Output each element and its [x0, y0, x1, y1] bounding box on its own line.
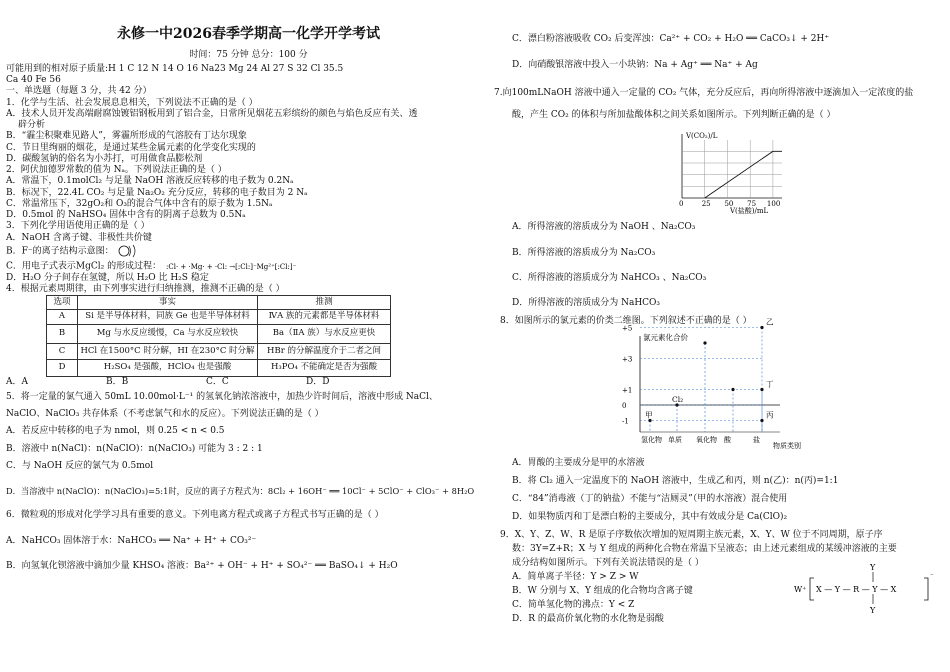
q4-cell: C — [47, 343, 78, 359]
svg-text:⁻: ⁻ — [930, 572, 934, 580]
q9-stem-cont: 数：3Y=Z+R；X 与 Y 组成的两种化合物在常温下呈液态；由上述元素组成的某缓冲溶液的主要 — [512, 544, 897, 554]
q8-point-label: Cl₂ — [672, 395, 684, 404]
q1-option-c: C．节日里绚丽的烟花，是通过某些金属元素的化学变化实现的 — [6, 142, 256, 153]
atomic-masses-2: Ca 40 Fe 56 — [6, 75, 61, 85]
q9-option-c: C．简单氢化物的沸点：Y < Z — [512, 600, 635, 610]
q7-x-tick: 100 — [766, 200, 781, 208]
q7-x-tick: 75 — [747, 200, 757, 208]
question-3 — [6, 221, 491, 284]
q1-option-a: A．技术人员开发高端耐腐蚀镀铝钢板用到了铝合金，日常所见烟花五彩缤纷的颜色与焰色反应有关、透 — [6, 108, 418, 119]
svg-text:Y: Y — [870, 606, 876, 615]
svg-text:Y: Y — [870, 563, 876, 572]
exam-title: 永修一中2026春季学期高一化学开学考试 — [117, 26, 380, 42]
q1-option-b: B．“霾尘积聚难见路人”，雾霾所形成的气溶胶有丁达尔现象 — [6, 131, 247, 142]
q7-option-d: D．所得溶液的溶质成分为 NaHCO₃ — [512, 298, 661, 308]
q4-header-fact: 事实 — [78, 296, 258, 310]
q3-option-c-row — [6, 260, 491, 273]
q8-y-tick: 0 — [622, 402, 627, 410]
exam-time: 时间：75 分钟 总分：100 分 — [189, 49, 308, 60]
q4-cell: Si 是半导体材料，同族 Ge 也是半导体材料 — [78, 309, 258, 324]
q8-x-categories — [641, 435, 760, 444]
q5-stem: 5．将一定量的氯气通入 50mL 10.00mol·L⁻¹ 的氢氧化钠浓溶液中，加热少许时间后，溶液中形成 NaCl、 — [6, 391, 438, 402]
q7-stem-cont: 酸，产生 CO₂ 的体积与所加盐酸体积之间关系如图所示。下列判断正确的是（ ） — [512, 110, 836, 120]
q4-option-c: C．C — [206, 376, 229, 387]
svg-text::Cl· + ·Mg· + ·Cl: →[:Cl:]⁻Mg²: :Cl· + ·Mg· + ·Cl: →[:Cl:]⁻Mg²⁺[:Cl:]⁻ — [165, 262, 297, 271]
q8-y-tick: +3 — [622, 355, 633, 364]
q7-option-b: B．所得溶液的溶质成分为 Na₂CO₃ — [512, 248, 656, 258]
q3-option-b: B．F⁻的离子结构示意图： — [6, 246, 114, 257]
q8-ylabel: 氯元素化合价 — [643, 333, 688, 342]
q8-point — [760, 388, 763, 391]
q3-option-b-row — [6, 244, 491, 260]
q4-cell: Mg 与水反应缓慢，Ca 与水反应较快 — [78, 324, 258, 343]
q4-cell: ⅣA 族的元素都是半导体材料 — [258, 309, 391, 324]
q1-option-d: D．碳酸氢钠的俗名为小苏打，可用做食品膨松剂 — [6, 153, 203, 164]
question-1 — [6, 98, 491, 166]
q7-chart — [660, 128, 790, 214]
q4-option-b: B．B — [106, 376, 129, 387]
svg-text:W⁺: W⁺ — [794, 585, 807, 594]
q3-option-d: D．H₂O 分子间存在氢键，所以 H₂O 比 H₂S 稳定 — [6, 272, 209, 283]
question-4 — [6, 284, 491, 388]
q4-cell: A — [47, 309, 78, 324]
question-6 — [6, 510, 491, 572]
q8-x-category: 氢化物 — [641, 436, 662, 444]
q8-option-c: C．“84”消毒液（丁的钠盐）不能与“洁厕灵”（甲的水溶液）混合使用 — [512, 494, 788, 504]
q9-structure-diagram — [790, 560, 940, 620]
q8-stem: 8．如图所示的氯元素的价类二维图。下列叙述不正确的是（ ） — [500, 316, 752, 326]
q8-point — [760, 419, 763, 422]
q4-cell: HBr 的分解温度介于二者之间 — [258, 343, 391, 359]
q2-option-d: D．0.5mol 的 NaHSO₄ 固体中含有的阴离子总数为 0.5Nₐ — [6, 210, 246, 220]
q8-point-label: 丁 — [766, 379, 774, 389]
q9-stem: 9．X、Y、Z、W、R 是原子序数依次增加的短周期主族元素，X、Y、W 位于不同周期，原子序 — [500, 530, 883, 540]
q6-option-c: C．漂白粉溶液吸收 CO₂ 后变浑浊：Ca²⁺ + CO₂ + H₂O ══ CaCO₃↓ + 2H⁺ — [512, 34, 830, 44]
q4-option-a: A．A — [6, 376, 28, 387]
q8-y-tick: -1 — [622, 417, 629, 426]
q2-option-c: C．常温常压下，32gO₂和 O₃的混合气体中含有的原子数为 1.5Nₐ — [6, 198, 273, 209]
q1-stem: 1．化学与生活、社会发展息息相关，下列说法不正确的是（ ） — [6, 97, 258, 108]
q8-point-label: 丙 — [766, 410, 774, 420]
q3-option-c: C．用电子式表示MgCl₂ 的形成过程： — [6, 261, 162, 272]
q7-ylabel: V(CO₂)/L — [686, 132, 718, 140]
q7-x-tick: 50 — [724, 200, 734, 208]
q7-grid — [682, 140, 782, 198]
q8-option-b: B．将 Cl₂ 通入一定温度下的 NaOH 溶液中，生成乙和丙，则 n(乙)：n(丙)=1:1 — [512, 476, 839, 486]
q8-point-label: 乙 — [766, 317, 774, 327]
q2-stem: 2．阿伏加德罗常数的值为 Nₐ。下列说法正确的是（ ） — [6, 165, 227, 175]
q8-y-tick: +5 — [622, 324, 633, 333]
q4-option-d: D．D — [306, 376, 330, 387]
q9-option-a: A．简单离子半径：Y > Z > W — [512, 572, 639, 582]
q8-y-tick: +1 — [622, 386, 633, 395]
q9-option-b: B．W 分别与 X、Y 组成的化合物均含离子键 — [512, 586, 693, 596]
q4-cell: D — [47, 359, 78, 376]
q8-point — [703, 341, 706, 344]
right-column — [490, 0, 945, 672]
q4-header-inference: 推测 — [258, 296, 391, 310]
question-5 — [6, 392, 491, 497]
q4-cell: H₂SO₄ 是强酸，HClO₄ 也是强酸 — [78, 359, 258, 376]
q7-x-tick: 0 — [679, 200, 684, 208]
q8-point — [760, 326, 763, 329]
q2-option-a: A．常温下，0.1molCl₂ 与足量 NaOH 溶液反应转移的电子数为 0.2Nₐ — [6, 176, 294, 187]
q5-stem-cont: NaClO、NaClO₃ 共存体系（不考虑氯气和水的反应）。下列说法正确的是（ ） — [6, 409, 324, 420]
q8-xlabel: 物质类别 — [773, 442, 801, 450]
q8-x-category: 单质 — [668, 436, 682, 444]
q7-option-a: A．所得溶液的溶质成分为 NaOH 、Na₂CO₃ — [512, 222, 696, 232]
q8-point-label: 甲 — [645, 410, 653, 420]
q1-option-a-cont: 辟分析 — [18, 120, 46, 130]
q9-option-d: D．R 的最高价氧化物的水化物是弱酸 — [512, 614, 664, 624]
svg-text:X — Y — R — Y — X: X — Y — R — Y — X — [816, 585, 897, 594]
q7-stem: 7.向100mLNaOH 溶液中通入一定量的 CO₂ 气体，充分反应后，再向所得溶液中逐滴加入一定浓度的盐 — [494, 88, 914, 98]
section-heading: 一、单选题（每题 3 分，共 42 分） — [6, 86, 152, 97]
q8-option-d: D．如果物质丙和丁是漂白粉的主要成分，其中有效成分是 Ca(ClO)₂ — [512, 512, 788, 522]
q5-option-a: A．若反应中转移的电子为 nmol，则 0.25 < n < 0.5 — [6, 426, 225, 437]
q8-x-category: 盐 — [753, 436, 760, 444]
q4-table — [46, 295, 391, 377]
q6-option-a: A．NaHCO₃ 固体溶于水：NaHCO₃ ══ Na⁺ + H⁺ + CO₃²⁻ — [6, 535, 257, 546]
q5-option-b: B．溶液中 n(NaCl)：n(NaClO)：n(NaClO₃) 可能为 3 : 2 : 1 — [6, 443, 263, 454]
electron-formula-diagram — [164, 260, 334, 272]
q4-options — [6, 377, 491, 388]
q3-stem: 3．下列化学用语使用正确的是（ ） — [6, 221, 150, 232]
q4-cell: HCl 在1500°C 时分解，HI 在230°C 时分解 — [78, 343, 258, 359]
q4-stem: 4．根据元素周期律，由下列事实进行归纳推测，推测不正确的是（ ） — [6, 283, 285, 294]
q8-x-category: 氧化物 — [696, 436, 717, 444]
q8-y-ticks — [622, 325, 632, 426]
q6-stem: 6．微粒观的形成对化学学习具有重要的意义。下列电离方程式或离子方程式书写正确的是（ ） — [6, 510, 384, 521]
q8-option-a: A．胃酸的主要成分是甲的水溶液 — [512, 458, 645, 468]
atomic-masses: 可能用到的相对原子质量:H 1 C 12 N 14 O 16 Na23 Mg 24 Al 27 S 32 Cl 35.5 — [6, 63, 344, 74]
question-2 — [6, 165, 491, 221]
q8-x-category: 酸 — [724, 436, 731, 444]
q7-x-tick: 25 — [701, 200, 711, 208]
q4-header-option: 选项 — [47, 296, 78, 310]
q3-option-a: A．NaOH 含离子键、非极性共价键 — [6, 232, 152, 243]
q5-option-d: D．当溶液中 n(NaClO)：n(NaClO₃)=5:1时，反应的离子方程式为：8Cl₂ + 16OH⁻ ══ 10Cl⁻ + 5ClO⁻ + ClO₃⁻ + 8H₂O — [6, 486, 475, 497]
q4-cell: B — [47, 324, 78, 343]
q9-stem-cont2: 成分结构如图所示。下列有关说法错误的是（ ） — [512, 558, 704, 568]
q7-xlabel: V(盐酸)/mL — [730, 207, 769, 215]
q2-option-b: B．标况下，22.4L CO₂ 与足量 Na₂O₂ 充分反应，转移的电子数目为 2 Nₐ — [6, 187, 308, 198]
q4-cell: Ba（ⅡA 族）与水反应更快 — [258, 324, 391, 343]
q7-option-c: C．所得溶液的溶质成分为 NaHCO₃ 、Na₂CO₃ — [512, 273, 707, 283]
q4-cell: H₃PO₄ 不能确定是否为强酸 — [258, 359, 391, 376]
q6-option-d: D．向硝酸银溶液中投入一小块钠：Na + Ag⁺ ══ Na⁺ + Ag — [512, 60, 758, 70]
q5-option-c: C．与 NaOH 反应的氯气为 0.5mol — [6, 460, 154, 471]
q6-option-b: B．向氢氧化钡溶液中滴加少量 KHSO₄ 溶液：Ba²⁺ + OH⁻ + H⁺ + SO₄²⁻ ══ BaSO₄↓ + H₂O — [6, 560, 398, 571]
q8-grid — [640, 328, 762, 433]
ion-structure-diagram — [117, 244, 139, 258]
q8-point — [731, 388, 734, 391]
